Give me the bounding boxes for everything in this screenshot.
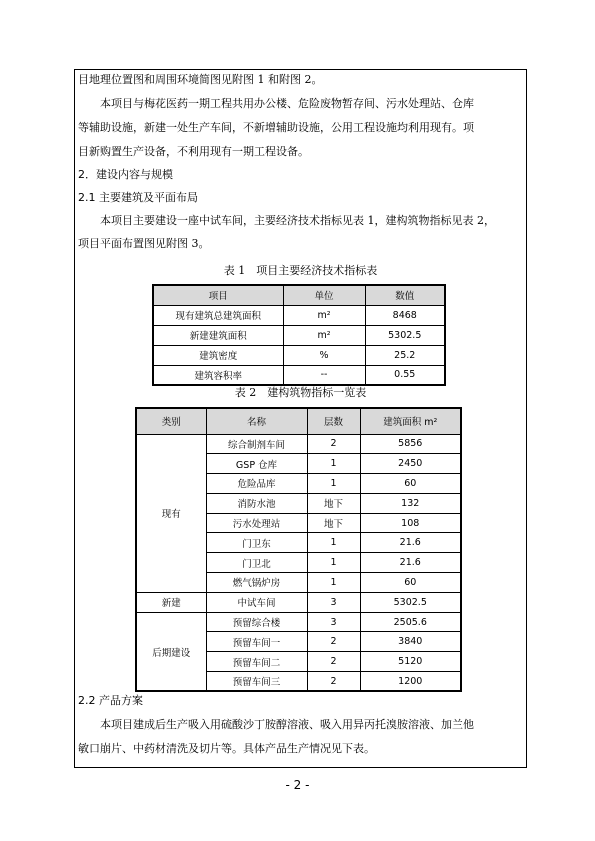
table-cell: 门卫北 (206, 553, 307, 573)
table-cell: 2 (307, 632, 360, 652)
column-header: 项目 (153, 285, 283, 305)
table-cell: 新建建筑面积 (153, 325, 283, 345)
paragraph-line: 本项目主要建设一座中试车间，主要经济技术指标见表 1，建构筑物指标见表 2， (100, 214, 495, 227)
table-cell: 综合制剂车间 (206, 434, 307, 454)
paragraph-line: 本项目建成后生产吸入用硫酸沙丁胺醇溶液、吸入用异丙托溴胺溶液、加兰他 (100, 718, 474, 731)
economic-indicators-table (152, 284, 446, 386)
column-header: 建筑面积 m² (360, 408, 461, 434)
subsection-heading: 2.1 主要建筑及平面布局 (78, 191, 198, 204)
table-cell: 108 (360, 513, 461, 533)
table-row (153, 325, 445, 345)
table-cell: 2505.6 (360, 612, 461, 632)
table-row (153, 305, 445, 325)
column-header: 类别 (136, 408, 206, 434)
table-cell: 预留车间二 (206, 652, 307, 672)
table-cell: 预留综合楼 (206, 612, 307, 632)
table-cell: 污水处理站 (206, 513, 307, 533)
paragraph-line: 项目平面布置图见附图 3。 (78, 237, 210, 250)
table-cell: 预留车间一 (206, 632, 307, 652)
table1-caption: 表 1 项目主要经济技术指标表 (223, 264, 378, 277)
section-heading: 2．建设内容与规模 (78, 168, 173, 181)
table-cell: 1 (307, 573, 360, 593)
table-cell: 60 (360, 474, 461, 494)
paragraph-line: 本项目与梅花医药一期工程共用办公楼、危险废物暂存间、污水处理站、仓库 (100, 97, 474, 110)
table-cell: 21.6 (360, 533, 461, 553)
paragraph-line: 目地理位置图和周围环境简图见附图 1 和附图 2。 (78, 73, 323, 86)
table-cell: 5302.5 (360, 592, 461, 612)
table-cell: 8468 (365, 305, 445, 325)
table-row (153, 345, 445, 365)
table-row (136, 434, 461, 454)
category-cell: 新建 (136, 592, 206, 612)
table-cell: 5856 (360, 434, 461, 454)
table-cell: GSP 仓库 (206, 454, 307, 474)
column-header: 层数 (307, 408, 360, 434)
table-cell: 门卫东 (206, 533, 307, 553)
table-row (136, 592, 461, 612)
category-cell: 现有 (136, 434, 206, 592)
table-cell: 1 (307, 474, 360, 494)
subsection-heading: 2.2 产品方案 (78, 694, 143, 707)
table-cell: 60 (360, 573, 461, 593)
table-row (153, 365, 445, 385)
table-cell: 1 (307, 553, 360, 573)
table-header-row (136, 408, 461, 434)
table-cell: 3 (307, 612, 360, 632)
table-cell: 5302.5 (365, 325, 445, 345)
table-header-row (153, 285, 445, 305)
table-cell: 1 (307, 454, 360, 474)
table-cell: 1 (307, 533, 360, 553)
table-cell: % (283, 345, 365, 365)
table-cell: 预留车间三 (206, 672, 307, 692)
table-cell: -- (283, 365, 365, 385)
table-row (136, 612, 461, 632)
table-cell: 3 (307, 592, 360, 612)
paragraph-line: 等辅助设施，新建一处生产车间，不新增辅助设施，公用工程设施均利用现有。项 (78, 121, 474, 134)
table-cell: 25.2 (365, 345, 445, 365)
paragraph-line: 目新购置生产设备，不利用现有一期工程设备。 (78, 145, 309, 158)
table-cell: 2 (307, 434, 360, 454)
table-cell: 地下 (307, 513, 360, 533)
table-cell: 2 (307, 672, 360, 692)
table-cell: m² (283, 305, 365, 325)
table-cell: 132 (360, 493, 461, 513)
table-cell: 0.55 (365, 365, 445, 385)
table-cell: 地下 (307, 493, 360, 513)
table-cell: 5120 (360, 652, 461, 672)
table-cell: 建筑容积率 (153, 365, 283, 385)
table-cell: 2 (307, 652, 360, 672)
table-cell: 燃气锅炉房 (206, 573, 307, 593)
column-header: 数值 (365, 285, 445, 305)
table-cell: 现有建筑总建筑面积 (153, 305, 283, 325)
table-cell: 中试车间 (206, 592, 307, 612)
table-cell: 消防水池 (206, 493, 307, 513)
buildings-table (135, 407, 462, 692)
paragraph-line: 敏口崩片、中药材清洗及切片等。具体产品生产情况见下表。 (78, 742, 375, 755)
table-cell: m² (283, 325, 365, 345)
table-cell: 1200 (360, 672, 461, 692)
table-cell: 危险品库 (206, 474, 307, 494)
page-number: - 2 - (285, 778, 310, 792)
column-header: 单位 (283, 285, 365, 305)
column-header: 名称 (206, 408, 307, 434)
table-cell: 建筑密度 (153, 345, 283, 365)
table-cell: 2450 (360, 454, 461, 474)
category-cell: 后期建设 (136, 612, 206, 691)
table2-caption: 表 2 建构筑物指标一览表 (234, 386, 367, 399)
table-cell: 3840 (360, 632, 461, 652)
table-cell: 21.6 (360, 553, 461, 573)
